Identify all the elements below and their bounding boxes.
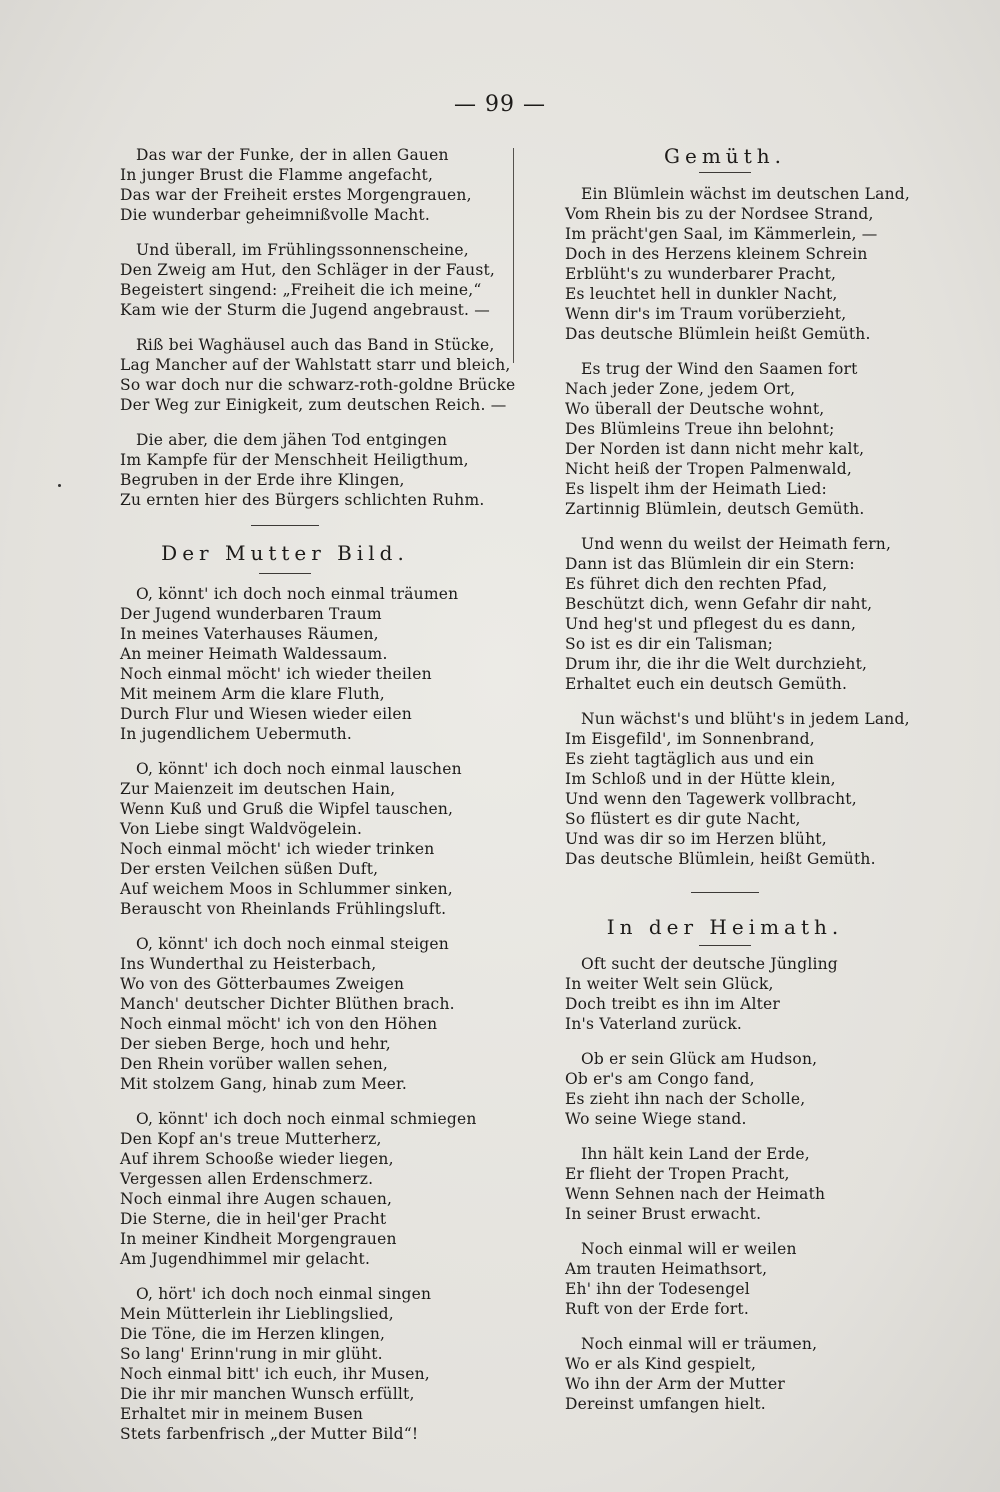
stanza <box>120 759 462 919</box>
verse-line: Den Kopf an's treue Mutterherz, <box>120 1130 382 1148</box>
verse-line: Dereinst umfangen hielt. <box>565 1395 766 1413</box>
verse-line: Erblüht's zu wunderbarer Pracht, <box>565 265 837 283</box>
verse-line: Und heg'st und pflegest du es dann, <box>565 615 857 633</box>
verse-line: Zur Maienzeit im deutschen Hain, <box>120 780 396 798</box>
left-column <box>120 145 516 1459</box>
verse-line: Es lispelt ihm der Heimath Lied: <box>565 480 827 498</box>
verse-line: Ob er's am Congo fand, <box>565 1070 755 1088</box>
stanza <box>120 145 472 225</box>
page-number: — 99 — <box>454 92 546 117</box>
stanza <box>565 954 885 1034</box>
verse-line: Stets farbenfrisch „der Mutter Bild“! <box>120 1425 419 1443</box>
stanza <box>120 335 516 415</box>
poem-der-mutter-bild <box>120 584 477 1444</box>
verse-line: Drum ihr, die ihr die Welt durchzieht, <box>565 655 868 673</box>
verse-line: Ob er sein Glück am Hudson, <box>581 1050 818 1068</box>
verse-line: Noch einmal möcht' ich von den Höhen <box>120 1015 438 1033</box>
verse-line: Ins Wunderthal zu Heisterbach, <box>120 955 377 973</box>
section-rule <box>251 525 319 526</box>
verse-line: Wenn dir's im Traum vorüberzieht, <box>565 305 847 323</box>
verse-line: Der ersten Veilchen süßen Duft, <box>120 860 379 878</box>
verse-line: Es zieht tagtäglich aus und ein <box>565 750 815 768</box>
verse-line: Im prächt'gen Saal, im Kämmerlein, — <box>565 225 878 243</box>
stanza <box>120 934 455 1094</box>
poem-title-der-mutter-bild: Der Mutter Bild. <box>161 541 409 565</box>
stanza <box>565 184 911 344</box>
stanza <box>565 534 892 694</box>
verse-line: Er flieht der Tropen Pracht, <box>565 1165 790 1183</box>
poem-continuation <box>120 145 516 510</box>
verse-line: Den Zweig am Hut, den Schläger in der Faust, <box>120 261 496 279</box>
verse-line: Die aber, die dem jähen Tod entgingen <box>136 431 448 449</box>
stanza <box>120 1109 477 1269</box>
stanza <box>120 584 459 744</box>
verse-line: Der Jugend wunderbaren Traum <box>120 605 382 623</box>
poem-title-in-der-heimath: In der Heimath. <box>606 915 844 939</box>
verse-line: Wo überall der Deutsche wohnt, <box>565 400 825 418</box>
verse-line: Wo seine Wiege stand. <box>565 1110 747 1128</box>
verse-line: In junger Brust die Flamme angefacht, <box>120 166 434 184</box>
verse-line: Nun wächst's und blüht's in jedem Land, <box>581 710 910 728</box>
verse-line: Berauscht von Rheinlands Frühlingsluft. <box>120 900 447 918</box>
verse-line: Wenn Sehnen nach der Heimath <box>565 1185 826 1203</box>
verse-line: Noch einmal möcht' ich wieder theilen <box>120 665 432 683</box>
verse-line: Erhaltet euch ein deutsch Gemüth. <box>565 675 848 693</box>
stanza <box>565 1239 885 1319</box>
verse-line: Nicht heiß der Tropen Palmenwald, <box>565 460 852 478</box>
verse-line: Ein Blümlein wächst im deutschen Land, <box>581 185 911 203</box>
verse-line: Wenn Kuß und Gruß die Wipfel tauschen, <box>120 800 454 818</box>
verse-line: Und was dir so im Herzen blüht, <box>565 830 827 848</box>
stanza <box>565 709 910 869</box>
verse-line: Manch' deutscher Dichter Blüthen brach. <box>120 995 455 1013</box>
verse-line: Lag Mancher auf der Wahlstatt starr und bleich, <box>120 356 511 374</box>
verse-line: Dann ist das Blümlein dir ein Stern: <box>565 555 855 573</box>
verse-line: Zartinnig Blümlein, deutsch Gemüth. <box>565 500 865 518</box>
verse-line: O, hört' ich doch noch einmal singen <box>136 1285 432 1303</box>
poem-gemueth <box>565 184 911 869</box>
verse-line: In weiter Welt sein Glück, <box>565 975 774 993</box>
verse-line: Mein Mütterlein ihr Lieblingslied, <box>120 1305 394 1323</box>
verse-line: Im Kampfe für der Menschheit Heiligthum, <box>120 451 469 469</box>
verse-line: Auf ihrem Schooße wieder liegen, <box>120 1150 394 1168</box>
verse-line: In seiner Brust erwacht. <box>565 1205 762 1223</box>
verse-line: Das deutsche Blümlein heißt Gemüth. <box>565 325 871 343</box>
stanza <box>120 1284 450 1444</box>
title-rule <box>699 172 751 173</box>
verse-line: Der Norden ist dann nicht mehr kalt, <box>565 440 865 458</box>
verse-line: In meiner Kindheit Morgengrauen <box>120 1230 397 1248</box>
stanza <box>565 1049 885 1129</box>
verse-line: In jugendlichem Uebermuth. <box>120 725 352 743</box>
verse-line: Wo er als Kind gespielt, <box>565 1355 757 1373</box>
verse-line: Beschützt dich, wenn Gefahr dir naht, <box>565 595 873 613</box>
verse-line: Zu ernten hier des Bürgers schlichten Ruhm. <box>120 491 485 509</box>
verse-line: Der sieben Berge, hoch und hehr, <box>120 1035 391 1053</box>
column-divider <box>513 148 514 363</box>
verse-line: Die ihr mir manchen Wunsch erfüllt, <box>120 1385 415 1403</box>
verse-line: Den Rhein vorüber wallen sehen, <box>120 1055 389 1073</box>
verse-line: So war doch nur die schwarz-roth-goldne Brücke <box>120 376 516 394</box>
verse-line: Ihn hält kein Land der Erde, <box>581 1145 810 1163</box>
verse-line: Noch einmal bitt' ich euch, ihr Musen, <box>120 1365 430 1383</box>
verse-line: In meines Vaterhauses Räumen, <box>120 625 379 643</box>
verse-line: Noch einmal ihre Augen schauen, <box>120 1190 393 1208</box>
verse-line: Das deutsche Blümlein, heißt Gemüth. <box>565 850 876 868</box>
poem-title-gemueth: Gemüth. <box>664 144 786 168</box>
stanza <box>565 359 885 519</box>
verse-line: Noch einmal möcht' ich wieder trinken <box>120 840 435 858</box>
verse-line: Vergessen allen Erdenschmerz. <box>120 1170 374 1188</box>
page-speck <box>58 484 61 487</box>
verse-line: Die wunderbar geheimnißvolle Macht. <box>120 206 430 224</box>
verse-line: O, könnt' ich doch noch einmal steigen <box>136 935 449 953</box>
title-rule <box>699 945 751 946</box>
verse-line: Und wenn du weilst der Heimath fern, <box>581 535 892 553</box>
verse-line: Mit stolzem Gang, hinab zum Meer. <box>120 1075 408 1093</box>
verse-line: Von Liebe singt Waldvögelein. <box>120 820 363 838</box>
verse-line: Mit meinem Arm die klare Fluth, <box>120 685 385 703</box>
verse-line: Im Eisgefild', im Sonnenbrand, <box>565 730 815 748</box>
verse-line: O, könnt' ich doch noch einmal schmiegen <box>136 1110 477 1128</box>
verse-line: Noch einmal will er träumen, <box>581 1335 818 1353</box>
verse-line: Wo von des Götterbaumes Zweigen <box>120 975 405 993</box>
verse-line: Oft sucht der deutsche Jüngling <box>581 955 838 973</box>
verse-line: Vom Rhein bis zu der Nordsee Strand, <box>565 205 874 223</box>
verse-line: Ruft von der Erde fort. <box>565 1300 749 1318</box>
verse-line: Auf weichem Moos in Schlummer sinken, <box>120 880 453 898</box>
stanza <box>120 240 496 320</box>
verse-line: Es trug der Wind den Saamen fort <box>581 360 858 378</box>
stanza <box>120 430 485 510</box>
verse-line: Doch in des Herzens kleinem Schrein <box>565 245 868 263</box>
verse-line: Doch treibt es ihn im Alter <box>565 995 781 1013</box>
verse-line: Nach jeder Zone, jedem Ort, <box>565 380 796 398</box>
verse-line: Und wenn den Tagewerk vollbracht, <box>565 790 857 808</box>
verse-line: Riß bei Waghäusel auch das Band in Stücke, <box>136 336 495 354</box>
verse-line: Am Jugendhimmel mir gelacht. <box>120 1250 371 1268</box>
verse-line: Es zieht ihn nach der Scholle, <box>565 1090 806 1108</box>
verse-line: Begeistert singend: „Freiheit die ich meine,“ <box>120 281 482 299</box>
verse-line: Noch einmal will er weilen <box>581 1240 797 1258</box>
verse-line: Des Blümleins Treue ihn belohnt; <box>565 420 835 438</box>
verse-line: O, könnt' ich doch noch einmal lauschen <box>136 760 462 778</box>
verse-line: Das war der Freiheit erstes Morgengrauen, <box>120 186 472 204</box>
verse-line: O, könnt' ich doch noch einmal träumen <box>136 585 459 603</box>
verse-line: Wo ihn der Arm der Mutter <box>565 1375 785 1393</box>
section-rule <box>691 892 759 893</box>
verse-line: Begruben in der Erde ihre Klingen, <box>120 471 405 489</box>
verse-line: Am trauten Heimathsort, <box>565 1260 768 1278</box>
verse-line: Der Weg zur Einigkeit, zum deutschen Reich. — <box>120 396 507 414</box>
stanza <box>565 1144 885 1224</box>
verse-line: Eh' ihn der Todesengel <box>565 1280 750 1298</box>
verse-line: So ist es dir ein Talisman; <box>565 635 774 653</box>
verse-line: Das war der Funke, der in allen Gauen <box>136 146 449 164</box>
verse-line: Und überall, im Frühlingssonnenscheine, <box>136 241 469 259</box>
stanza <box>565 1334 885 1414</box>
verse-line: Durch Flur und Wiesen wieder eilen <box>120 705 412 723</box>
verse-line: Die Sterne, die in heil'ger Pracht <box>120 1210 387 1228</box>
verse-line: So flüstert es dir gute Nacht, <box>565 810 801 828</box>
verse-line: Erhaltet mir in meinem Busen <box>120 1405 364 1423</box>
verse-line: In's Vaterland zurück. <box>565 1015 743 1033</box>
verse-line: Die Töne, die im Herzen klingen, <box>120 1325 386 1343</box>
verse-line: So lang' Erinn'rung in mir glüht. <box>120 1345 383 1363</box>
verse-line: Kam wie der Sturm die Jugend angebraust. — <box>120 301 490 319</box>
poem-in-der-heimath <box>565 954 885 1414</box>
verse-line: Es leuchtet hell in dunkler Nacht, <box>565 285 838 303</box>
right-column <box>565 144 911 1429</box>
verse-line: An meiner Heimath Waldessaum. <box>120 645 388 663</box>
verse-line: Es führet dich den rechten Pfad, <box>565 575 828 593</box>
verse-line: Im Schloß und in der Hütte klein, <box>565 770 836 788</box>
title-rule <box>259 573 311 574</box>
